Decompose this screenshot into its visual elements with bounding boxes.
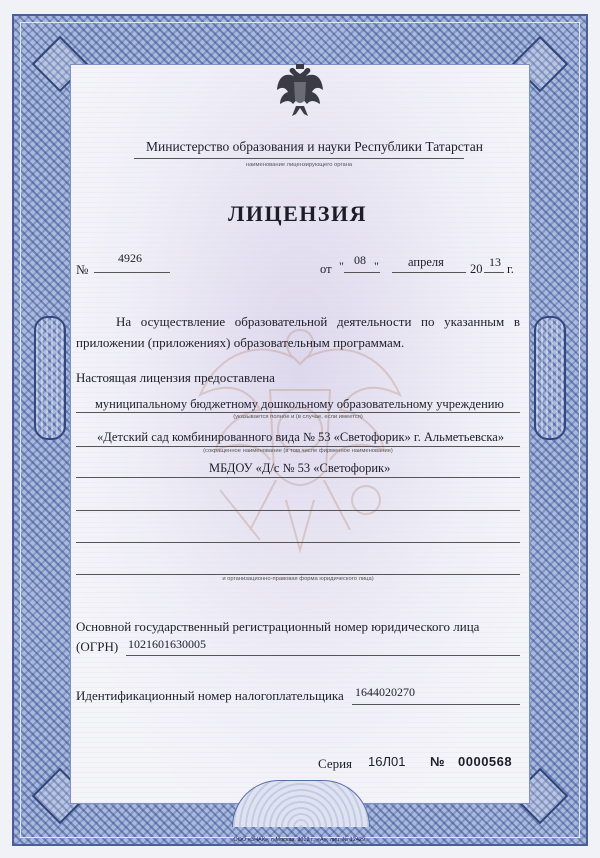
quote-close: " [374,259,379,273]
year-suffix: 13 [489,255,501,269]
ogrn-label: (ОГРН) [76,639,119,654]
underline [392,272,466,273]
ogrn-value: 1021601630005 [128,637,206,651]
license-number-label: № [76,262,89,277]
underline [76,542,520,543]
blank-number: 0000568 [458,754,513,769]
underline [94,272,170,273]
ministry-name: Министерство образования и науки Республики Татарстан [146,139,483,154]
underline [484,272,504,273]
full-name-caption: (указывается полное и (в случае, если имеется) [233,414,363,420]
date-day: 08 [354,253,366,267]
underline [76,477,520,478]
date-from-label: от [320,262,332,276]
inn-label: Идентификационный номер налогоплательщика [76,688,344,703]
date-month: апреля [408,255,444,269]
printer-imprint: ООО «ЗНАК», г. Москва, 2012 г., «А», лиц. № 12429. [233,837,367,843]
ogrn-description: Основной государственный регистрационный номер юридического лица [76,619,480,634]
granted-to-label: Настоящая лицензия предоставлена [76,370,275,385]
underline [126,655,520,656]
series-label: Серия [318,756,353,771]
ministry-caption: наименование лицензирующего органа [245,162,353,168]
year-prefix: 20 [470,262,483,276]
organization-short-name: МБДОУ «Д/с № 53 «Светофорик» [209,461,391,475]
inn-value: 1644020270 [355,685,415,699]
underline [76,446,520,447]
underline [352,704,520,705]
underline [76,510,520,511]
blank-number-label: № [430,754,445,769]
legal-form-caption: и организационно-правовая форма юридического лица) [222,576,374,582]
quote-open: " [339,259,344,273]
coat-of-arms-icon [276,62,324,118]
underline [76,412,520,413]
side-ornament-left [34,316,66,440]
license-number: 4926 [118,251,142,265]
year-abbr: г. [507,262,514,276]
short-name-caption: (сокращенное наименование (в том числе фирменное наименование) [203,448,393,454]
side-ornament-right [534,316,566,440]
organization-name: «Детский сад комбинированного вида № 53 «Светофорик» г. Альметьевска» [97,430,505,444]
underline [76,574,520,575]
page-title: ЛИЦЕНЗИЯ [228,201,368,226]
series-value: 16Л01 [368,754,406,769]
bottom-rosette [232,780,370,827]
license-purpose-paragraph: На осуществление образовательной деятельности по указанным в приложении (приложениях) образовательным программам. [76,314,520,350]
underline [134,158,464,159]
organization-type: муниципальному бюджетному дошкольному образовательному учреждению [95,397,504,411]
underline [344,272,380,273]
